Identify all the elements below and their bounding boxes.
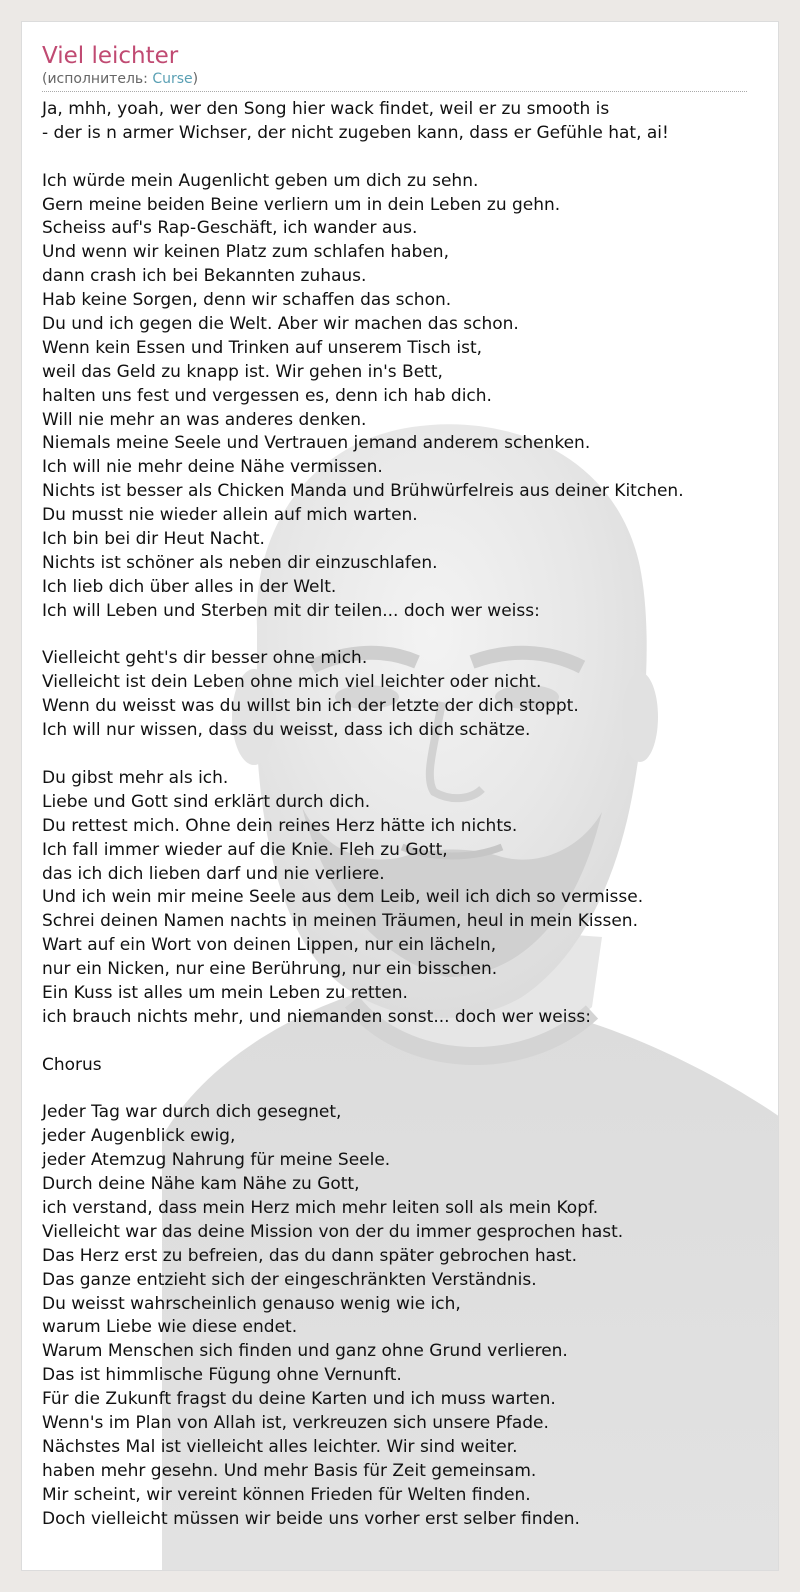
lyric-line: ich brauch nichts mehr, und niemanden sonst... doch wer weiss: (42, 1006, 591, 1027)
stanza-break (42, 743, 684, 767)
performer-suffix: ) (192, 71, 199, 87)
lyric-line: Vielleicht war das deine Mission von der du immer gesprochen hast. (42, 1221, 624, 1242)
lyric-line: Will nie mehr an was anderes denken. (42, 409, 367, 430)
lyric-line: Hab keine Sorgen, denn wir schaffen das schon. (42, 290, 452, 311)
lyric-line: Ein Kuss ist alles um mein Leben zu retten. (42, 982, 408, 1003)
lyric-line: halten uns fest und vergessen es, denn ich hab dich. (42, 385, 492, 406)
lyric-line: Warum Menschen sich finden und ganz ohne Grund verlieren. (42, 1341, 568, 1362)
lyrics-text (42, 98, 684, 1531)
lyric-line: jeder Atemzug Nahrung für meine Seele. (42, 1150, 391, 1171)
lyric-line: weil das Geld zu knapp ist. Wir gehen in's Bett, (42, 361, 443, 382)
lyric-line: Nichts ist besser als Chicken Manda und Brühwürfelreis aus deiner Kitchen. (42, 481, 684, 502)
lyric-line: Das ist himmlische Fügung ohne Vernunft. (42, 1365, 402, 1386)
performer-line (42, 70, 747, 88)
lyric-line: haben mehr gesehn. Und mehr Basis für Zeit gemeinsam. (42, 1460, 537, 1481)
lyric-line: nur ein Nicken, nur eine Berührung, nur ein bisschen. (42, 959, 498, 980)
lyric-line: Ich will nur wissen, dass du weisst, dass ich dich schätze. (42, 720, 531, 741)
lyric-line: Und wenn wir keinen Platz zum schlafen haben, (42, 242, 449, 263)
lyric-line: Niemals meine Seele und Vertrauen jemand anderem schenken. (42, 433, 591, 454)
lyric-line: warum Liebe wie diese endet. (42, 1317, 298, 1338)
lyric-line: Durch deine Nähe kam Nähe zu Gott, (42, 1174, 360, 1195)
lyric-line: Scheiss auf's Rap-Geschäft, ich wander aus. (42, 218, 418, 239)
lyric-line: Du weisst wahrscheinlich genauso wenig wie ich, (42, 1293, 461, 1314)
performer-link[interactable]: Curse (152, 71, 193, 87)
lyric-line: Du gibst mehr als ich. (42, 767, 229, 788)
stanza-break (42, 1030, 684, 1054)
lyric-line: Und ich wein mir meine Seele aus dem Leib, weil ich dich so vermisse. (42, 887, 644, 908)
lyric-line: Ich würde mein Augenlicht geben um dich zu sehn. (42, 170, 479, 191)
lyric-line: Wenn kein Essen und Trinken auf unserem Tisch ist, (42, 337, 483, 358)
lyric-line: ich verstand, dass mein Herz mich mehr leiten soll als mein Kopf. (42, 1197, 599, 1218)
lyric-line: - der is n armer Wichser, der nicht zugeben kann, dass er Gefühle hat, ai! (42, 122, 669, 143)
lyric-line: dann crash ich bei Bekannten zuhaus. (42, 266, 367, 287)
lyric-line: Liebe und Gott sind erklärt durch dich. (42, 791, 371, 812)
lyric-line: das ich dich lieben darf und nie verliere. (42, 863, 385, 884)
lyric-line: Doch vielleicht müssen wir beide uns vorher erst selber finden. (42, 1508, 580, 1529)
lyric-line: Ja, mhh, yoah, wer den Song hier wack findet, weil er zu smooth is (42, 99, 610, 119)
lyric-line: Nichts ist schöner als neben dir einzuschlafen. (42, 552, 438, 573)
performer-prefix: (исполнитель: (42, 71, 153, 87)
lyric-line: Ich bin bei dir Heut Nacht. (42, 529, 265, 550)
lyric-line: Mir scheint, wir vereint können Frieden für Welten finden. (42, 1484, 531, 1505)
song-title: Viel leichter (42, 43, 179, 69)
lyric-line: Ich will Leben und Sterben mit dir teilen... doch wer weiss: (42, 600, 540, 621)
lyric-line: Ich lieb dich über alles in der Welt. (42, 576, 337, 597)
lyric-line: Gern meine beiden Beine verliern um in dein Leben zu gehn. (42, 194, 561, 215)
lyric-line: Das Herz erst zu befreien, das du dann später gebrochen hast. (42, 1245, 577, 1266)
title-divider (42, 91, 747, 92)
lyric-line: Wenn's im Plan von Allah ist, verkreuzen sich unsere Pfade. (42, 1412, 549, 1433)
stanza-break (42, 624, 684, 648)
song-header (42, 42, 747, 92)
lyric-line: jeder Augenblick ewig, (42, 1126, 236, 1147)
lyric-line: Ich will nie mehr deine Nähe vermissen. (42, 457, 383, 478)
lyric-line: Chorus (42, 1054, 102, 1075)
lyric-line: Vielleicht ist dein Leben ohne mich viel leichter oder nicht. (42, 672, 542, 693)
lyric-line: Wart auf ein Wort von deinen Lippen, nur ein lächeln, (42, 935, 497, 956)
lyric-line: Vielleicht geht's dir besser ohne mich. (42, 648, 368, 669)
lyric-line: Das ganze entzieht sich der eingeschränkten Verständnis. (42, 1269, 537, 1290)
lyrics-card (21, 21, 779, 1571)
lyric-line: Du musst nie wieder allein auf mich warten. (42, 505, 418, 526)
stanza-break (42, 1078, 684, 1102)
lyric-line: Für die Zukunft fragst du deine Karten und ich muss warten. (42, 1389, 556, 1410)
lyric-line: Du rettest mich. Ohne dein reines Herz hätte ich nichts. (42, 815, 518, 836)
lyric-line: Wenn du weisst was du willst bin ich der letzte der dich stoppt. (42, 696, 579, 717)
stanza-break (42, 146, 684, 170)
lyric-line: Du und ich gegen die Welt. Aber wir machen das schon. (42, 314, 519, 335)
lyric-line: Jeder Tag war durch dich gesegnet, (42, 1102, 342, 1123)
lyric-line: Nächstes Mal ist vielleicht alles leichter. Wir sind weiter. (42, 1436, 518, 1457)
lyric-line: Ich fall immer wieder auf die Knie. Fleh zu Gott, (42, 839, 448, 860)
lyric-line: Schrei deinen Namen nachts in meinen Träumen, heul in mein Kissen. (42, 911, 638, 932)
